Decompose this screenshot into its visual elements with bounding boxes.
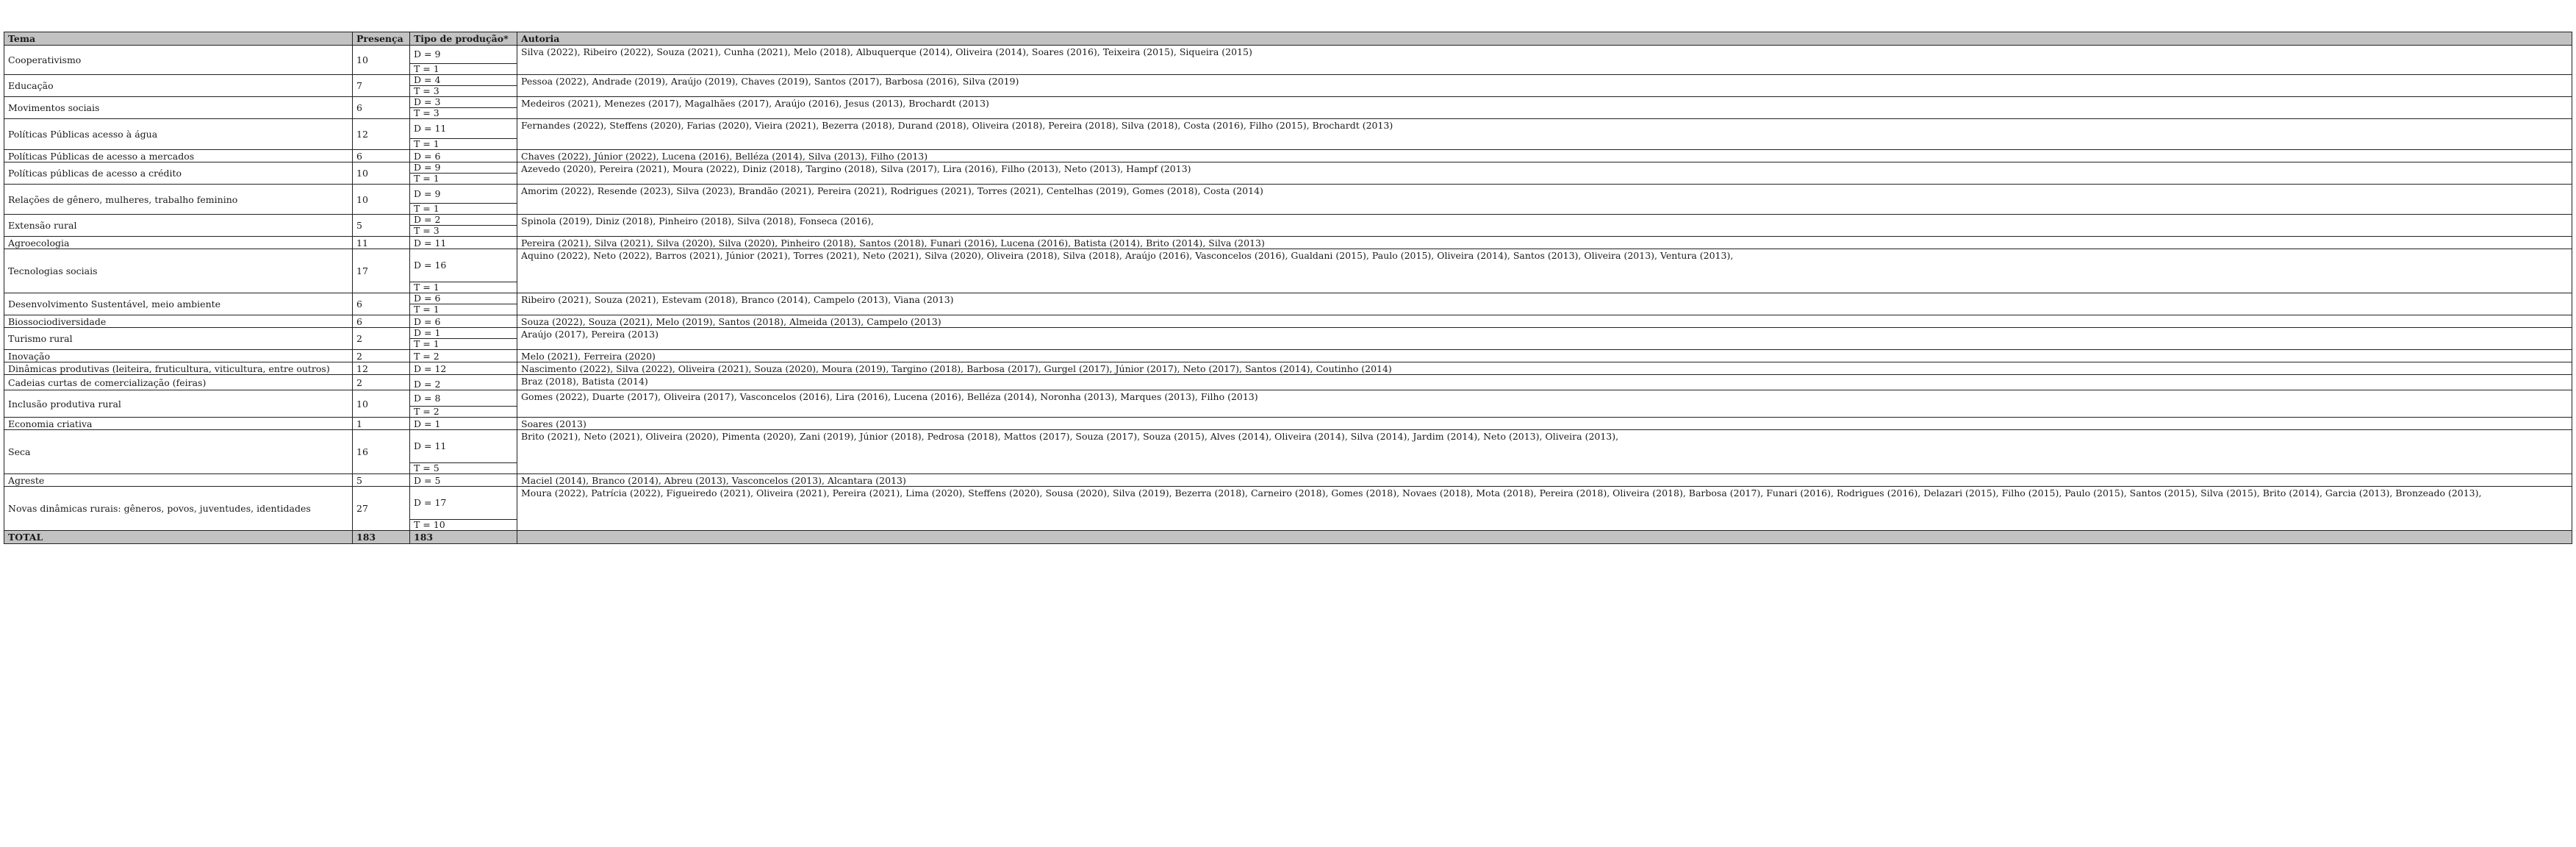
total-row <box>4 531 2572 544</box>
table-row <box>4 474 2572 487</box>
table-row <box>4 46 2572 64</box>
table-body <box>4 46 2572 531</box>
total-label: TOTAL <box>4 531 353 544</box>
cell-autoria: Souza (2022), Souza (2021), Melo (2019), Santos (2018), Almeida (2013), Campelo (2013) <box>517 315 2572 328</box>
cell-autoria: Soares (2013) <box>517 418 2572 430</box>
cell-tema: Turismo rural <box>4 328 353 350</box>
cell-tipo: D = 17 <box>410 487 517 520</box>
cell-tema: Inclusão produtiva rural <box>4 390 353 418</box>
cell-tipo: D = 6 <box>410 150 517 162</box>
cell-autoria: Aquino (2022), Neto (2022), Barros (2021), Júnior (2021), Torres (2021), Neto (2021), Silva (2020), Oliveira (2018), Silva (2018), Araújo (2016), Vasconcelos (2016), Gualdani (2015), Paulo (2015), Oliveira (2014), Santos (2013), Oliveira (2013), Ventura (2013), <box>517 249 2572 293</box>
table-row <box>4 185 2572 204</box>
cell-tipo: D = 6 <box>410 293 517 304</box>
cell-presenca: 16 <box>353 430 410 474</box>
cell-tipo: T = 1 <box>410 339 517 350</box>
cell-tipo: D = 2 <box>410 215 517 226</box>
cell-tipo: T = 1 <box>410 304 517 315</box>
cell-autoria: Fernandes (2022), Steffens (2020), Farias (2020), Vieira (2021), Bezerra (2018), Durand (2018), Oliveira (2018), Pereira (2018), Silva (2018), Costa (2016), Filho (2015), Brochardt (2013) <box>517 119 2572 150</box>
cell-tema: Políticas Públicas de acesso a mercados <box>4 150 353 162</box>
cell-tema: Tecnologias sociais <box>4 249 353 293</box>
table-row <box>4 350 2572 362</box>
cell-autoria: Moura (2022), Patrícia (2022), Figueiredo (2021), Oliveira (2021), Pereira (2021), Lima (2020), Steffens (2020), Sousa (2020), Silva (2019), Bezerra (2018), Carneiro (2018), Gomes (2018), Novaes (2018), Mota (2018), Pereira (2018), Oliveira (2018), Barbosa (2017), Funari (2016), Rodrigues (2016), Delazari (2015), Filho (2015), Paulo (2015), Santos (2015), Silva (2015), Brito (2014), Garcia (2013), Bronzeado (2013), <box>517 487 2572 531</box>
cell-tipo: D = 16 <box>410 249 517 282</box>
cell-tipo: D = 11 <box>410 237 517 249</box>
cell-autoria: Gomes (2022), Duarte (2017), Oliveira (2017), Vasconcelos (2016), Lira (2016), Lucena (2016), Belléza (2014), Noronha (2013), Marques (2013), Filho (2013) <box>517 390 2572 418</box>
cell-tema: Agroecologia <box>4 237 353 249</box>
cell-tema: Cooperativismo <box>4 46 353 75</box>
cell-tema: Cadeias curtas de comercialização (feiras) <box>4 375 353 390</box>
cell-tema: Educação <box>4 75 353 97</box>
cell-tipo: D = 8 <box>410 390 517 407</box>
table-row <box>4 328 2572 339</box>
cell-presenca: 11 <box>353 237 410 249</box>
cell-presenca: 10 <box>353 162 410 185</box>
cell-presenca: 10 <box>353 46 410 75</box>
cell-tema: Biossociodiversidade <box>4 315 353 328</box>
cell-autoria: Chaves (2022), Júnior (2022), Lucena (2016), Belléza (2014), Silva (2013), Filho (2013) <box>517 150 2572 162</box>
cell-tipo: T = 5 <box>410 463 517 474</box>
cell-tema: Movimentos sociais <box>4 97 353 119</box>
cell-presenca: 6 <box>353 293 410 315</box>
cell-presenca: 6 <box>353 315 410 328</box>
total-tipo: 183 <box>410 531 517 544</box>
cell-autoria: Braz (2018), Batista (2014) <box>517 375 2572 390</box>
cell-presenca: 7 <box>353 75 410 97</box>
table-row <box>4 418 2572 430</box>
cell-presenca: 12 <box>353 362 410 375</box>
cell-autoria: Araújo (2017), Pereira (2013) <box>517 328 2572 350</box>
header-autoria: Autoria <box>517 32 2572 46</box>
cell-autoria: Silva (2022), Ribeiro (2022), Souza (2021), Cunha (2021), Melo (2018), Albuquerque (2014), Oliveira (2014), Soares (2016), Teixeira (2015), Siqueira (2015) <box>517 46 2572 75</box>
table-row <box>4 215 2572 226</box>
cell-autoria: Melo (2021), Ferreira (2020) <box>517 350 2572 362</box>
cell-tipo: T = 1 <box>410 174 517 185</box>
cell-autoria: Azevedo (2020), Pereira (2021), Moura (2022), Diniz (2018), Targino (2018), Silva (2017), Lira (2016), Filho (2013), Neto (2013), Hampf (2013) <box>517 162 2572 185</box>
cell-tipo: T = 3 <box>410 86 517 97</box>
table-row <box>4 315 2572 328</box>
cell-tema: Agreste <box>4 474 353 487</box>
cell-presenca: 5 <box>353 474 410 487</box>
cell-tipo: T = 1 <box>410 139 517 150</box>
table-row <box>4 119 2572 139</box>
header-tema: Tema <box>4 32 353 46</box>
cell-presenca: 17 <box>353 249 410 293</box>
header-presenca: Presença <box>353 32 410 46</box>
table-row <box>4 162 2572 174</box>
cell-tipo: D = 9 <box>410 46 517 64</box>
table-row <box>4 430 2572 463</box>
cell-tipo: D = 5 <box>410 474 517 487</box>
cell-tema: Novas dinâmicas rurais: gêneros, povos, juventudes, identidades <box>4 487 353 531</box>
cell-tema: Políticas Públicas acesso à água <box>4 119 353 150</box>
cell-autoria: Maciel (2014), Branco (2014), Abreu (2013), Vasconcelos (2013), Alcantara (2013) <box>517 474 2572 487</box>
cell-presenca: 2 <box>353 375 410 390</box>
cell-presenca: 6 <box>353 150 410 162</box>
cell-tipo: T = 1 <box>410 282 517 293</box>
cell-autoria: Brito (2021), Neto (2021), Oliveira (2020), Pimenta (2020), Zani (2019), Júnior (2018), Pedrosa (2018), Mattos (2017), Souza (2017), Souza (2015), Alves (2014), Oliveira (2014), Silva (2014), Jardim (2014), Neto (2013), Oliveira (2013), <box>517 430 2572 474</box>
cell-tipo: D = 3 <box>410 97 517 108</box>
cell-tipo: D = 12 <box>410 362 517 375</box>
table-row <box>4 237 2572 249</box>
cell-tipo: T = 3 <box>410 108 517 119</box>
cell-tipo: D = 1 <box>410 418 517 430</box>
cell-tema: Inovação <box>4 350 353 362</box>
cell-tipo: T = 10 <box>410 520 517 531</box>
table-row <box>4 75 2572 86</box>
table-row <box>4 487 2572 520</box>
table-row <box>4 293 2572 304</box>
cell-tipo: D = 6 <box>410 315 517 328</box>
header-tipo: Tipo de produção* <box>410 32 517 46</box>
cell-tipo: D = 9 <box>410 162 517 174</box>
table-row <box>4 150 2572 162</box>
cell-tema: Seca <box>4 430 353 474</box>
cell-tipo: D = 2 <box>410 375 517 390</box>
cell-autoria: Amorim (2022), Resende (2023), Silva (2023), Brandão (2021), Pereira (2021), Rodrigues (2021), Torres (2021), Centelhas (2019), Gomes (2018), Costa (2014) <box>517 185 2572 215</box>
cell-autoria: Pereira (2021), Silva (2021), Silva (2020), Silva (2020), Pinheiro (2018), Santos (2018), Funari (2016), Lucena (2016), Batista (2014), Brito (2014), Silva (2013) <box>517 237 2572 249</box>
cell-presenca: 6 <box>353 97 410 119</box>
table-row <box>4 375 2572 390</box>
cell-tipo: D = 9 <box>410 185 517 204</box>
cell-tipo: T = 2 <box>410 350 517 362</box>
cell-tipo: T = 2 <box>410 407 517 418</box>
cell-tipo: D = 11 <box>410 119 517 139</box>
themes-table <box>4 32 2572 544</box>
cell-autoria: Pessoa (2022), Andrade (2019), Araújo (2019), Chaves (2019), Santos (2017), Barbosa (2016), Silva (2019) <box>517 75 2572 97</box>
cell-tema: Desenvolvimento Sustentável, meio ambiente <box>4 293 353 315</box>
cell-tema: Políticas públicas de acesso a crédito <box>4 162 353 185</box>
cell-autoria: Ribeiro (2021), Souza (2021), Estevam (2018), Branco (2014), Campelo (2013), Viana (2013) <box>517 293 2572 315</box>
cell-tema: Dinâmicas produtivas (leiteira, fruticultura, viticultura, entre outros) <box>4 362 353 375</box>
cell-tipo: D = 11 <box>410 430 517 463</box>
cell-presenca: 1 <box>353 418 410 430</box>
cell-tema: Extensão rural <box>4 215 353 237</box>
table-row <box>4 97 2572 108</box>
table-row <box>4 390 2572 407</box>
cell-autoria: Spinola (2019), Diniz (2018), Pinheiro (2018), Silva (2018), Fonseca (2016), <box>517 215 2572 237</box>
cell-tipo: T = 1 <box>410 204 517 215</box>
cell-tipo: T = 3 <box>410 226 517 237</box>
cell-presenca: 27 <box>353 487 410 531</box>
total-autoria <box>517 531 2572 544</box>
table-row <box>4 249 2572 282</box>
cell-presenca: 5 <box>353 215 410 237</box>
cell-tipo: D = 4 <box>410 75 517 86</box>
header-row <box>4 32 2572 46</box>
cell-tema: Relações de gênero, mulheres, trabalho feminino <box>4 185 353 215</box>
total-presenca: 183 <box>353 531 410 544</box>
cell-tema: Economia criativa <box>4 418 353 430</box>
cell-tipo: D = 1 <box>410 328 517 339</box>
cell-presenca: 12 <box>353 119 410 150</box>
cell-autoria: Nascimento (2022), Silva (2022), Oliveira (2021), Souza (2020), Moura (2019), Targino (2018), Barbosa (2017), Gurgel (2017), Júnior (2017), Neto (2017), Santos (2014), Coutinho (2014) <box>517 362 2572 375</box>
cell-presenca: 2 <box>353 350 410 362</box>
cell-tipo: T = 1 <box>410 64 517 75</box>
cell-presenca: 10 <box>353 185 410 215</box>
cell-autoria: Medeiros (2021), Menezes (2017), Magalhães (2017), Araújo (2016), Jesus (2013), Brochardt (2013) <box>517 97 2572 119</box>
table-container <box>4 32 2572 544</box>
cell-presenca: 2 <box>353 328 410 350</box>
table-row <box>4 362 2572 375</box>
cell-presenca: 10 <box>353 390 410 418</box>
